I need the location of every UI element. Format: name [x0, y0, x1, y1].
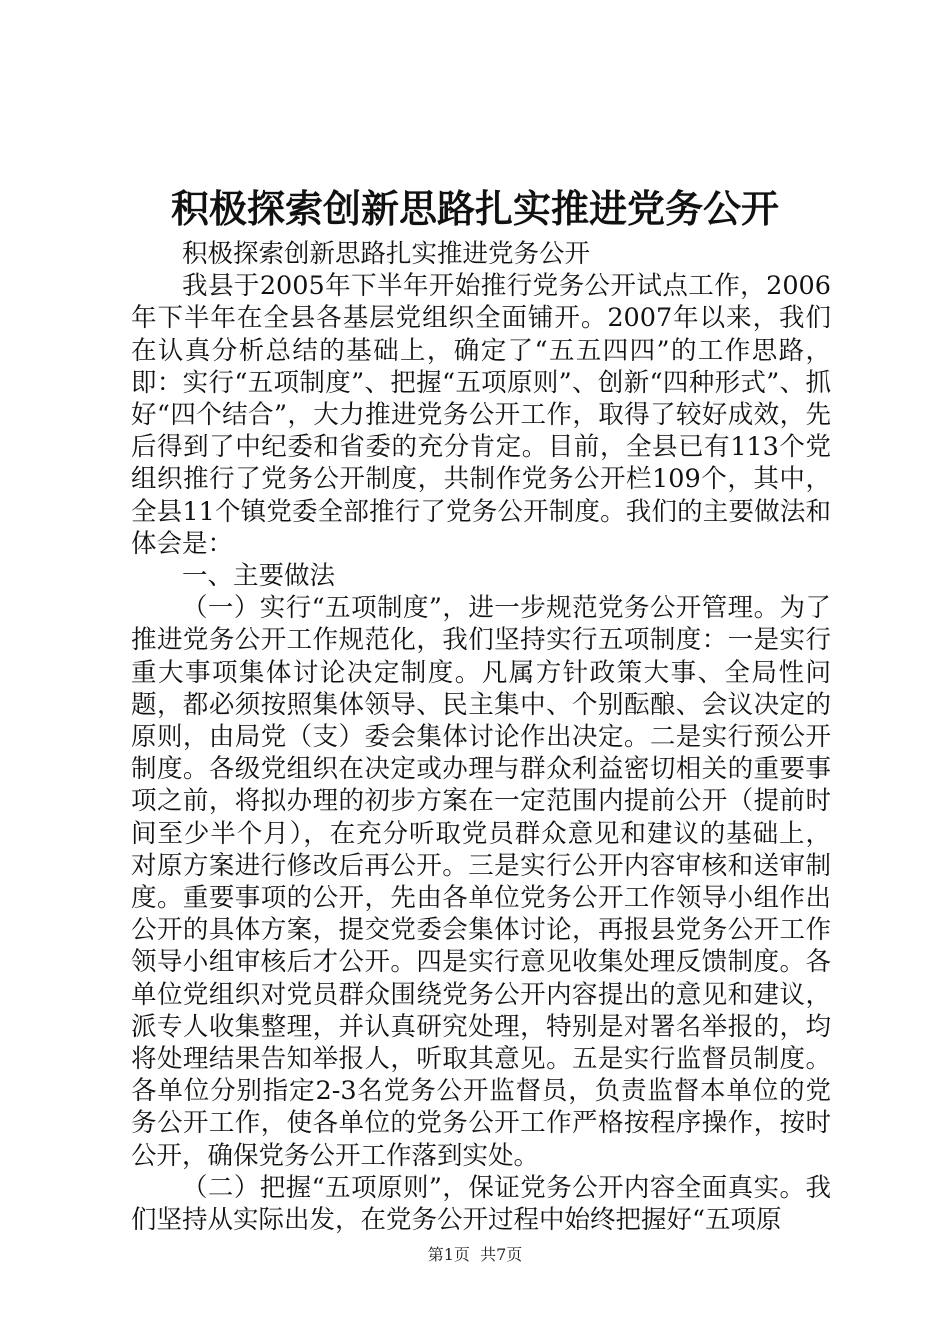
page-footer [0, 1245, 950, 1265]
page-number-label: 第1页 共7页 [427, 1245, 523, 1264]
section-paragraph-2: （二）把握“五项原则”，保证党务公开内容全面真实。我们坚持从实际出发，在党务公开过程中始终把握好“五项原 [131, 1172, 831, 1236]
document-body [131, 238, 831, 1236]
intro-paragraph: 我县于2005年下半年开始推行党务公开试点工作，2006年下半年在全县各基层党组织全面铺开。2007年以来，我们在认真分析总结的基础上，确定了“五五四四”的工作思路，即：实行“五项制度”、把握“五项原则”、创新“四种形式”、抓好“四个结合”，大力推进党务公开工作，取得了较好成效，先后得到了中纪委和省委的充分肯定。目前，全县已有113个党组织推行了党务公开制度，共制作党务公开栏109个，其中，全县11个镇党委全部推行了党务公开制度。我们的主要做法和体会是： [131, 271, 831, 559]
subtitle-paragraph: 积极探索创新思路扎实推进党务公开 [182, 239, 591, 269]
section-paragraph-1: （一）实行“五项制度”，进一步规范党务公开管理。为了推进党务公开工作规范化，我们坚持实行五项制度：一是实行重大事项集体讨论决定制度。凡属方针政策大事、全局性问题，都必须按照集体领导、民主集中、个别酝酿、会议决定的原则，由局党（支）委会集体讨论作出决定。二是实行预公开制度。各级党组织在决定或办理与群众利益密切相关的重要事项之前，将拟办理的初步方案在一定范围内提前公开（提前时间至少半个月），在充分听取党员群众意见和建议的基础上，对原方案进行修改后再公开。三是实行公开内容审核和送审制度。重要事项的公开，先由各单位党务公开工作领导小组作出公开的具体方案，提交党委会集体讨论，再报县党务公开工作领导小组审核后才公开。四是实行意见收集处理反馈制度。各单位党组织对党员群众围绕党务公开内容提出的意见和建议，派专人收集整理，并认真研究处理，特别是对署名举报的，均将处理结果告知举报人，听取其意见。五是实行监督员制度。各单位分别指定2-3名党务公开监督员，负责监督本单位的党务公开工作，使各单位的党务公开工作严格按程序操作，按时公开，确保党务公开工作落到实处。 [131, 593, 831, 1171]
section-heading: 一、主要做法 [182, 561, 336, 592]
document-title: 积极探索创新思路扎实推进党务公开 [170, 186, 779, 231]
